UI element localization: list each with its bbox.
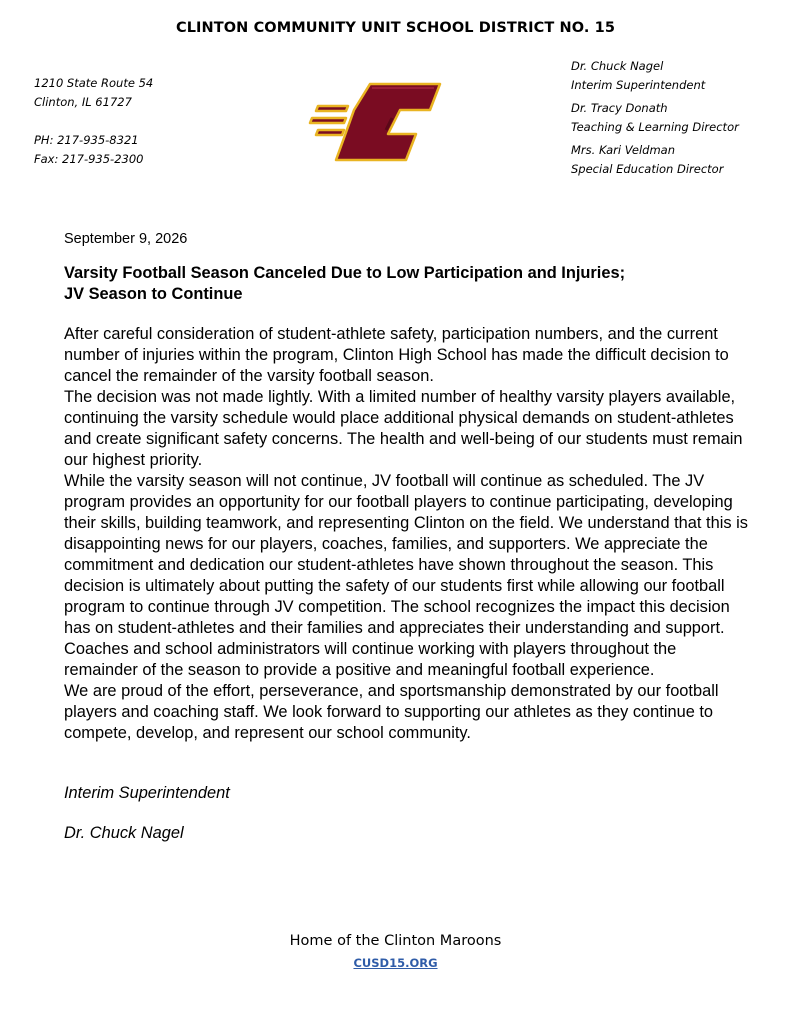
clinton-c-logo-icon [308,78,446,164]
address-street: 1210 State Route 54 [34,76,154,90]
staff-title: Interim Superintendent [571,78,706,92]
body-paragraph: We are proud of the effort, perseverance, and sportsmanship demonstrated by our football players and coaching staff. We look forward to supporting our athletes as they continue to compete, develop, and represent our school community. [64,682,719,742]
body-paragraph: While the varsity season will not continue, JV football will continue as scheduled. The JV program provides an opportunity for our football players to continue participating, developing their skills, building teamwork, and representing Clinton on the field. We understand that this is disappointing news for our players, coaches, families, and supporters. We appreciate the commitment and dedication our student-athletes have shown throughout the season. This decision is ultimately about putting the safety of our students first while allowing our football program to continue through JV competition. The school recognizes the impact this decision has on student-athletes and their families and appreciates their understanding and support. Coaches and school administrators will continue working with players throughout the remainder of the season to provide a positive and meaningful football experience. [64,472,748,679]
footer-tagline: Home of the Clinton Maroons [289,933,502,949]
staff-name: Mrs. Kari Veldman [571,143,676,157]
district-address [34,74,153,169]
address-city: Clinton, IL 61727 [34,95,132,109]
staff-directory [571,57,739,183]
staff-title: Teaching & Learning Director [571,120,739,134]
staff-name: Dr. Chuck Nagel [571,59,664,73]
staff-entry [571,141,739,179]
headline-line: Varsity Football Season Canceled Due to Low Participation and Injuries; [64,264,626,282]
district-name: CLINTON COMMUNITY UNIT SCHOOL DISTRICT NO. 15 [175,20,616,36]
letter-date: September 9, 2026 [64,231,188,247]
address-fax: Fax: 217-935-2300 [34,152,144,166]
address-spacer [34,112,153,131]
staff-entry [571,99,739,137]
closing-name: Dr. Chuck Nagel [64,824,184,842]
body-paragraph: After careful consideration of student-athlete safety, participation numbers, and the current number of injuries within the program, Clinton High School has made the difficult decision to cancel the remainder of the varsity football season. [64,325,729,385]
headline-line: JV Season to Continue [64,285,243,303]
staff-entry [571,57,739,95]
staff-title: Special Education Director [571,162,724,176]
website-link[interactable]: CUSD15.ORG [353,956,438,970]
closing-title: Interim Superintendent [64,784,230,802]
body-paragraph: The decision was not made lightly. With a limited number of healthy varsity players available, continuing the varsity schedule would place additional physical demands on student-athletes and create significant safety concerns. The health and well-being of our students must remain our highest priority. [64,388,743,469]
letter-body [64,324,754,744]
address-phone: PH: 217-935-8321 [34,133,139,147]
staff-name: Dr. Tracy Donath [571,101,668,115]
letter-headline [64,263,744,305]
